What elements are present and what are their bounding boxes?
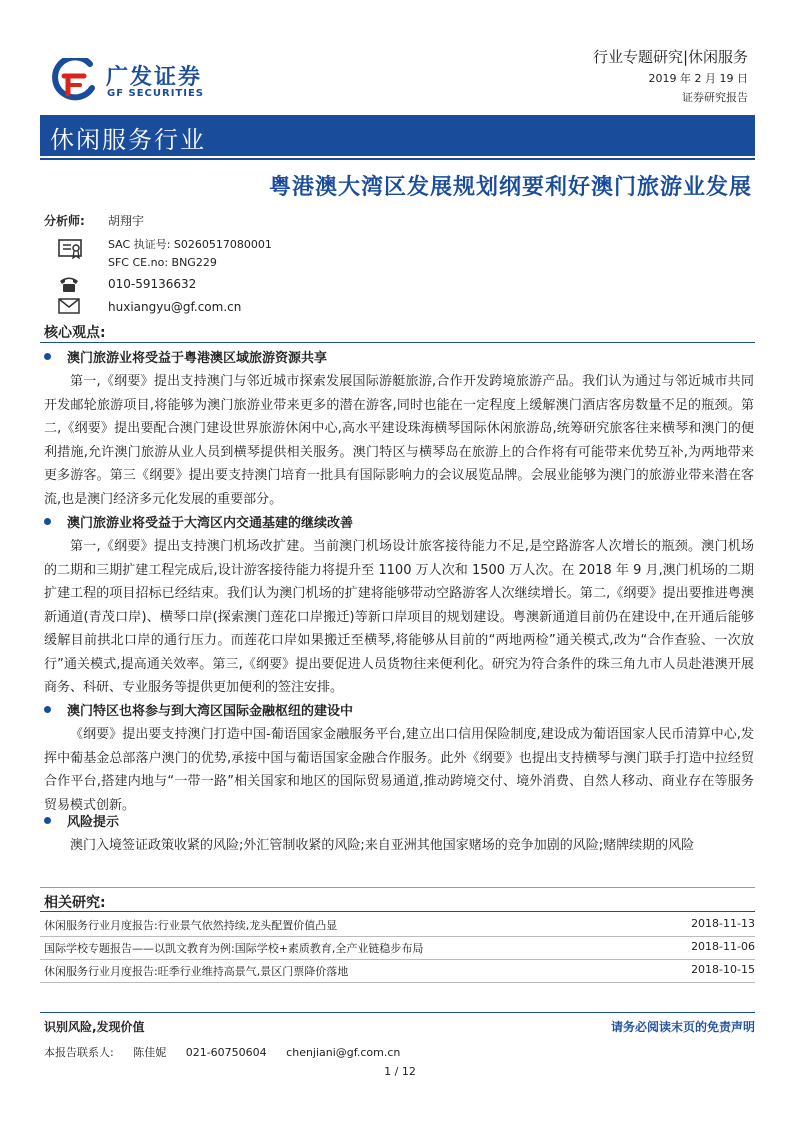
related-item-date: 2018-11-06: [691, 940, 755, 953]
bullet-dot-icon: [44, 353, 51, 360]
point-3-body: 《纲要》提出要支持澳门打造中国-葡语国家金融服务平台,建立出口信用保险制度,建设成为葡语国家人民币清算中心,发挥中葡基金总部落户澳门的优势,承接中国与葡语国家金融合作服务。此外《纲要》也提出支持横琴与澳门联手打造中拉经贸合作平台,搭建内地与“一带一路”相关国家和地区的国际贸易通道,推动跨境交付、境外消费、自然人移动、商业存在等服务贸易模式创新。: [44, 727, 754, 813]
banner-underline: [40, 158, 755, 160]
mail-icon: [58, 298, 80, 314]
bullet-dot-icon: [44, 817, 51, 824]
point-1-body: 第一,《纲要》提出支持澳门与邻近城市探索发展国际游艇旅游,合作开发跨境旅游产品。我们认为通过与邻近城市共同开发邮轮旅游项目,将能够为澳门旅游业带来更多的潜在游客,同时也能在一定程度上缓解澳门酒店客房数量不足的瓶颈。第二,《纲要》提出要配合澳门建设世界旅游休闲中心,高水平建设珠海横琴国际休闲旅游岛,统筹研究旅客往来横琴和澳门的便利措施,允许澳门旅游从业人员到横琴提供相关服务。澳门特区与横琴岛在旅游上的合作将有可能带来优势互补,为两地带来更多游客。第三《纲要》提出要支持澳门培育一批具有国际影响力的会议展览品牌。会展业能够为澳门的旅游业带来潜在客流,也是澳门经济多元化发展的重要部分。: [44, 374, 754, 507]
analyst-phone: 010-59136632: [108, 277, 197, 291]
bullet-dot-icon: [44, 518, 51, 525]
point-3-title: 澳门特区也将参与到大湾区国际金融枢纽的建设中: [44, 700, 353, 719]
point-2-body: 第一,《纲要》提出支持澳门机场改扩建。当前澳门机场设计旅客接待能力不足,是空路游客人次增长的瓶颈。澳门机场的二期和三期扩建工程完成后,设计游客接待能力将提升至 1100 万人次和 1500 万人次。在 2018 年 9 月,澳门机场的二期扩建工程的项目招标已经结束。我们认为澳门机场的扩建将能够带动空路游客人次继续增长。第二,《纲要》提出要推进粤澳新通道(青茂口岸)、横琴口岸(探索澳门莲花口岸搬迁)等新口岸项目的规划建设。粤澳新通道目前仍在建设中,在开通后能够缓解目前拱北口岸的通行压力。而莲花口岸如果搬迁至横琴,将能够从目前的“两地两检”通关模式,改为“合作查验、一次放行”通关模式,提高通关效率。第三,《纲要》提出要促进人员货物往来便利化。研究为符合条件的珠三角九市人员赴港澳开展商务、科研、专业服务等提供更加便利的签注安排。: [44, 539, 754, 695]
logo-name-cn: 广发证券: [106, 65, 203, 90]
footer-disclaimer: 请务必阅读末页的免责声明: [610, 1020, 755, 1034]
related-item-title[interactable]: 休闲服务行业月度报告:行业景气依然持续,龙头配置价值凸显: [44, 919, 338, 932]
related-item-date: 2018-10-15: [691, 963, 755, 976]
phone-icon: [58, 275, 80, 293]
contact-name: 陈佳妮: [133, 1046, 167, 1059]
contact-label: 本报告联系人:: [44, 1046, 114, 1059]
report-date: 2019 年 2 月 19 日: [648, 72, 748, 85]
core-heading-rule: [40, 342, 755, 343]
related-item-title[interactable]: 休闲服务行业月度报告:旺季行业维持高景气,景区门票降价落地: [44, 965, 349, 978]
related-divider: [40, 982, 755, 983]
gf-logo-icon: [50, 58, 96, 104]
contact-phone: 021-60750604: [185, 1046, 267, 1059]
company-logo: [50, 58, 210, 106]
industry-title: 休闲服务行业: [50, 126, 206, 154]
certificate-icon: [58, 238, 82, 260]
related-heading-rule: [40, 911, 755, 912]
related-top-rule: [40, 887, 755, 888]
point-4-title: 风险提示: [44, 811, 119, 830]
analyst-name: 胡翔宇: [108, 214, 145, 228]
report-contact: [44, 1044, 416, 1060]
industry-banner: [40, 115, 755, 156]
report-category: 行业专题研究|休闲服务: [592, 48, 748, 66]
point-1-title: 澳门旅游业将受益于粤港澳区域旅游资源共享: [44, 347, 327, 366]
page-number: 1 / 12: [384, 1065, 416, 1078]
related-item-date: 2018-11-13: [691, 917, 755, 930]
related-item[interactable]: [44, 960, 755, 982]
bullet-dot-icon: [44, 706, 51, 713]
report-title: 粤港澳大湾区发展规划纲要利好澳门旅游业发展: [268, 175, 752, 200]
related-heading: 相关研究:: [44, 895, 106, 911]
analyst-email[interactable]: huxiangyu@gf.com.cn: [108, 300, 242, 314]
related-item[interactable]: [44, 914, 755, 936]
core-heading: 核心观点:: [44, 325, 106, 341]
contact-email[interactable]: chenjiani@gf.com.cn: [286, 1046, 401, 1059]
footer-slogan: 识别风险,发现价值: [44, 1020, 145, 1034]
sac-number: SAC 执证号: S0260517080001: [108, 238, 272, 251]
related-item-title[interactable]: 国际学校专题报告——以凯文教育为例:国际学校+素质教育,全产业链稳步布局: [44, 942, 424, 955]
analyst-label: 分析师:: [44, 214, 85, 228]
point-4-body: 澳门入境签证政策收紧的风险;外汇管制收紧的风险;来自亚洲其他国家赌场的竞争加剧的风险;赌牌续期的风险: [70, 838, 695, 853]
report-type: 证券研究报告: [682, 91, 748, 104]
point-2-title: 澳门旅游业将受益于大湾区内交通基建的继续改善: [44, 512, 353, 531]
sfc-number: SFC CE.no: BNG229: [108, 256, 217, 269]
logo-name-en: GF SECURITIES: [107, 88, 205, 99]
footer-rule: [40, 1012, 755, 1013]
related-item[interactable]: [44, 937, 755, 959]
